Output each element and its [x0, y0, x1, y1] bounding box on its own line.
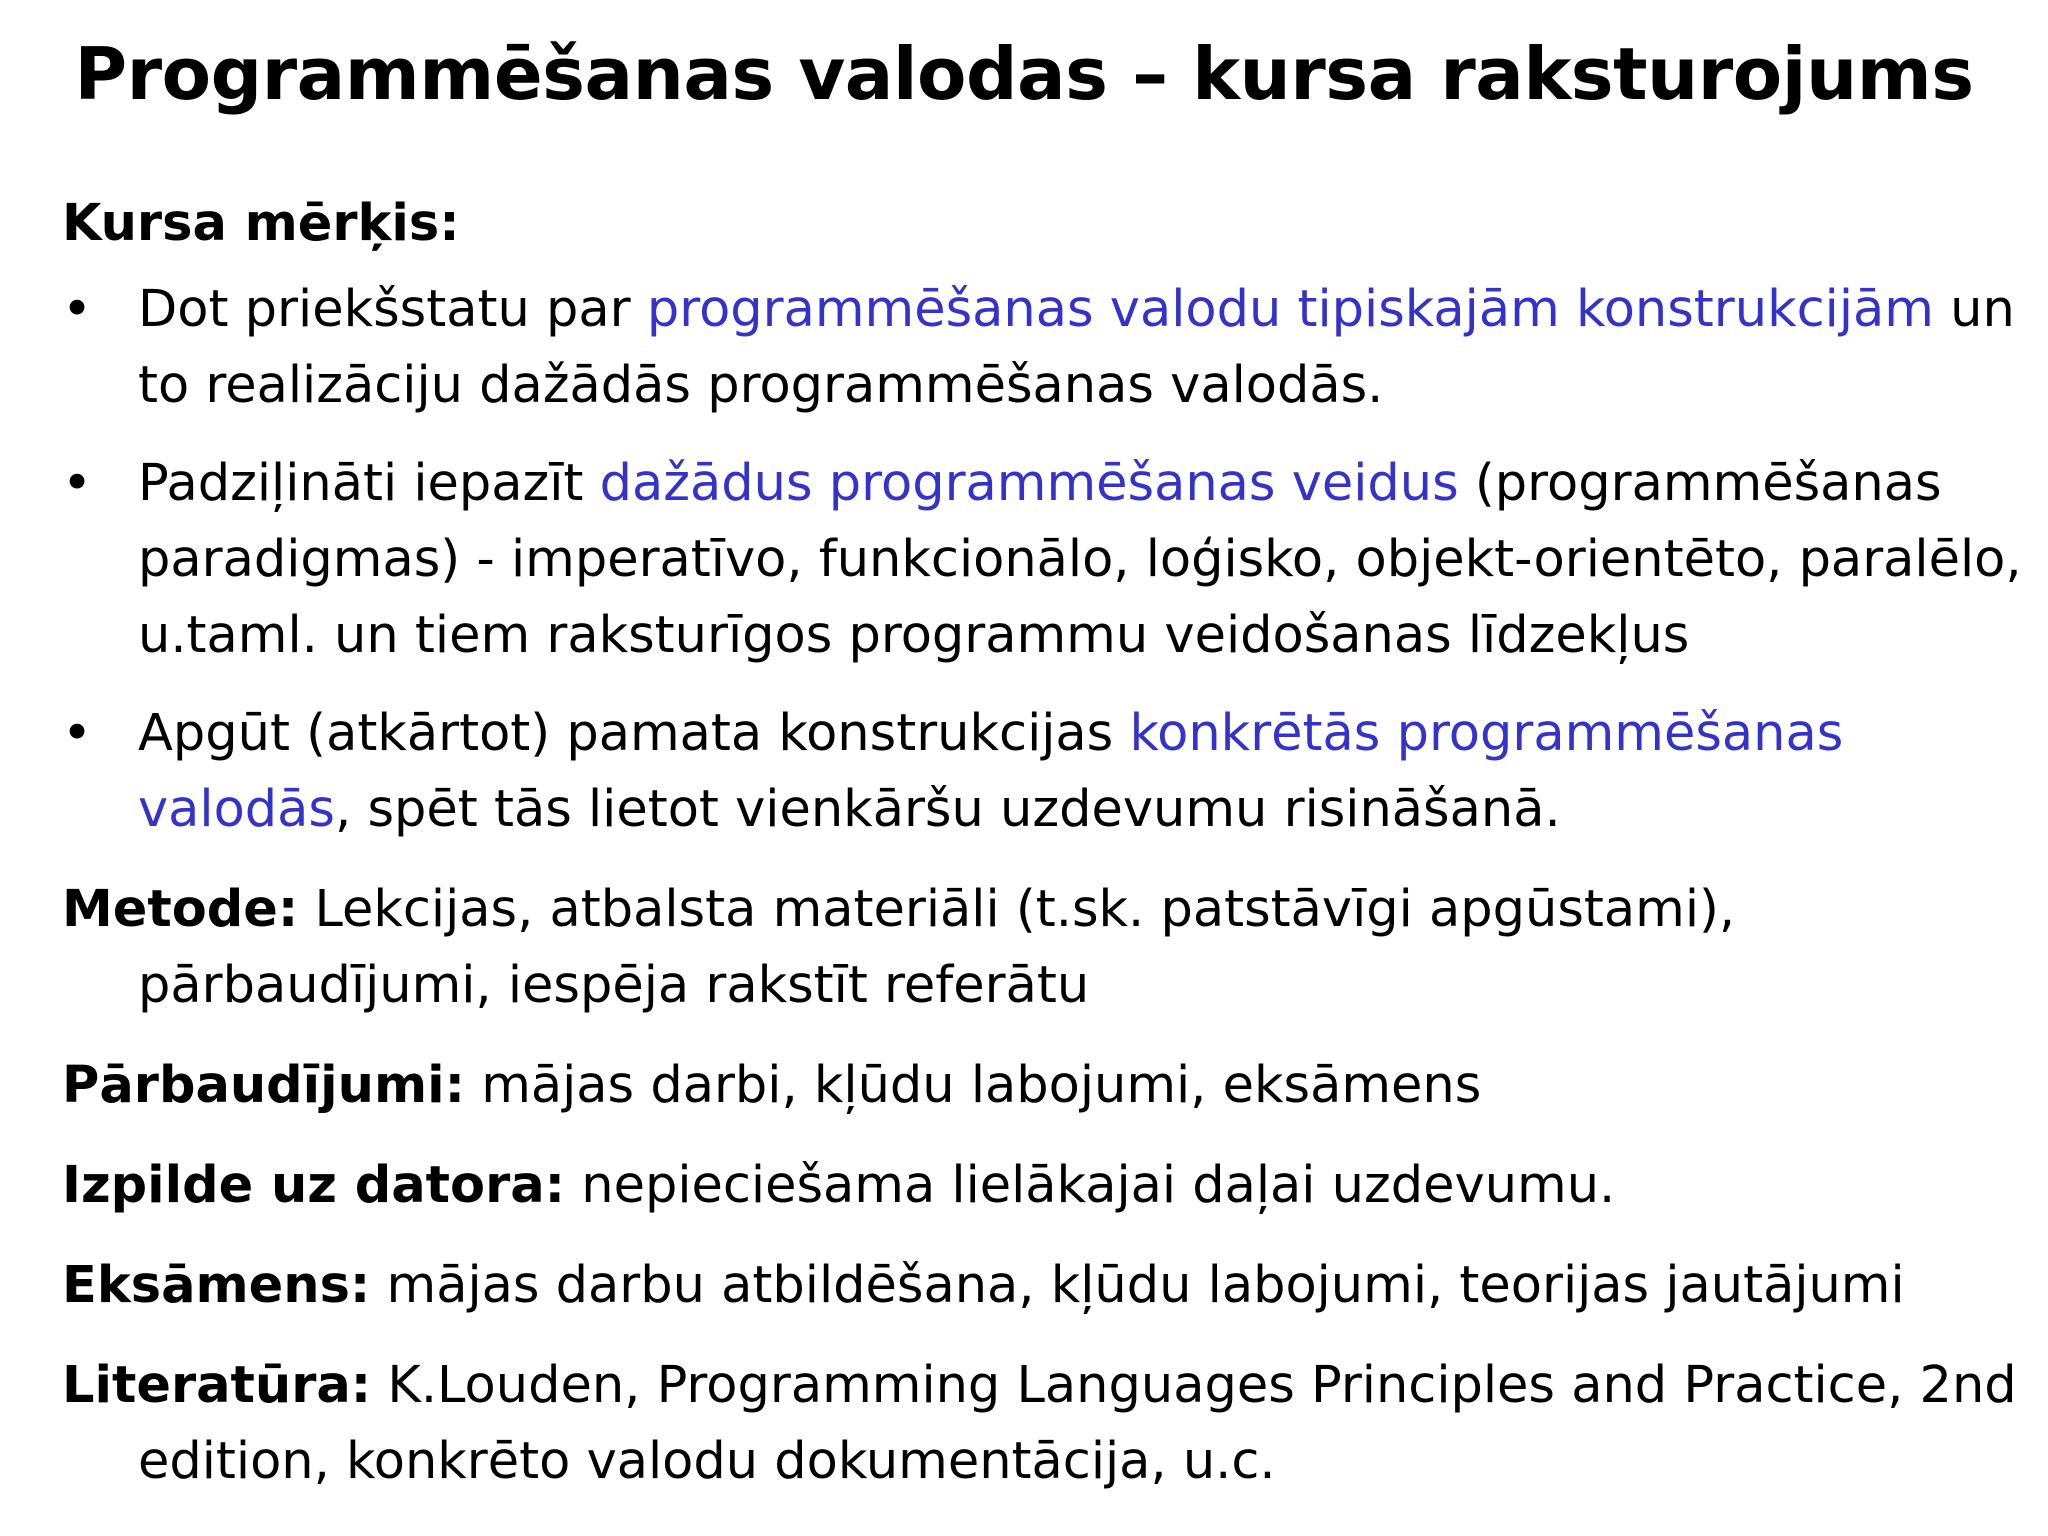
- goal-item-highlight: dažādus programmēšanas veidus: [599, 454, 1459, 513]
- goal-item-text: Dot priekšstatu par: [138, 280, 647, 339]
- goal-item-text: un to realizāciju dažādās programmēšanas valodās.: [138, 280, 2015, 415]
- goal-item: [62, 446, 2022, 674]
- slide-content: [62, 186, 2022, 1500]
- goal-item: [62, 272, 2022, 424]
- literature-paragraph: [62, 1348, 2022, 1500]
- goal-item: [62, 696, 2022, 848]
- computer-label: Izpilde uz datora:: [62, 1156, 566, 1215]
- slide-title: Programmēšanas valodas – kursa raksturojums: [74, 32, 1974, 116]
- exam-paragraph: [62, 1248, 2022, 1324]
- assessments-label: Pārbaudījumi:: [62, 1056, 465, 1115]
- goal-item-text: , spēt tās lietot vienkāršu uzdevumu risināšanā.: [335, 780, 1561, 839]
- computer-text: nepieciešama lielākajai daļai uzdevumu.: [565, 1156, 1616, 1215]
- goal-item-text: Apgūt (atkārtot) pamata konstrukcijas: [138, 704, 1130, 763]
- goal-item-highlight: programmēšanas valodu tipiskajām konstrukcijām: [646, 280, 1934, 339]
- goal-item-text: (programmēšanas paradigmas) - imperatīvo, funkcionālo, loģisko, objekt-orientēto, paralēlo, u.taml. un tiem raksturīgos programmu veidošanas līdzekļus: [138, 454, 2022, 665]
- bullet-icon: •: [62, 280, 93, 339]
- bullet-icon: •: [62, 704, 93, 763]
- goal-item-highlight: konkrētās programmēšanas valodās: [138, 704, 1844, 839]
- method-paragraph: [62, 872, 2022, 1024]
- bullet-icon: •: [62, 454, 93, 513]
- literature-text: K.Louden, Programming Languages Principles and Practice, 2nd edition, konkrēto valodu dokumentācija, u.c.: [138, 1356, 2017, 1491]
- exam-text: mājas darbu atbildēšana, kļūdu labojumi, teorijas jautājumi: [370, 1256, 1905, 1315]
- computer-paragraph: [62, 1148, 2022, 1224]
- assessments-paragraph: [62, 1048, 2022, 1124]
- method-text: Lekcijas, atbalsta materiāli (t.sk. patstāvīgi apgūstami), pārbaudījumi, iespēja rakstīt referātu: [138, 880, 1736, 1015]
- assessments-text: mājas darbi, kļūdu labojumi, eksāmens: [464, 1056, 1482, 1115]
- goal-heading: Kursa mērķis:: [62, 194, 460, 253]
- goal-list: [62, 272, 2022, 848]
- goal-item-text: Padziļināti iepazīt: [138, 454, 600, 513]
- exam-label: Eksāmens:: [62, 1256, 371, 1315]
- method-label: Metode:: [62, 880, 299, 939]
- literature-label: Literatūra:: [62, 1356, 372, 1415]
